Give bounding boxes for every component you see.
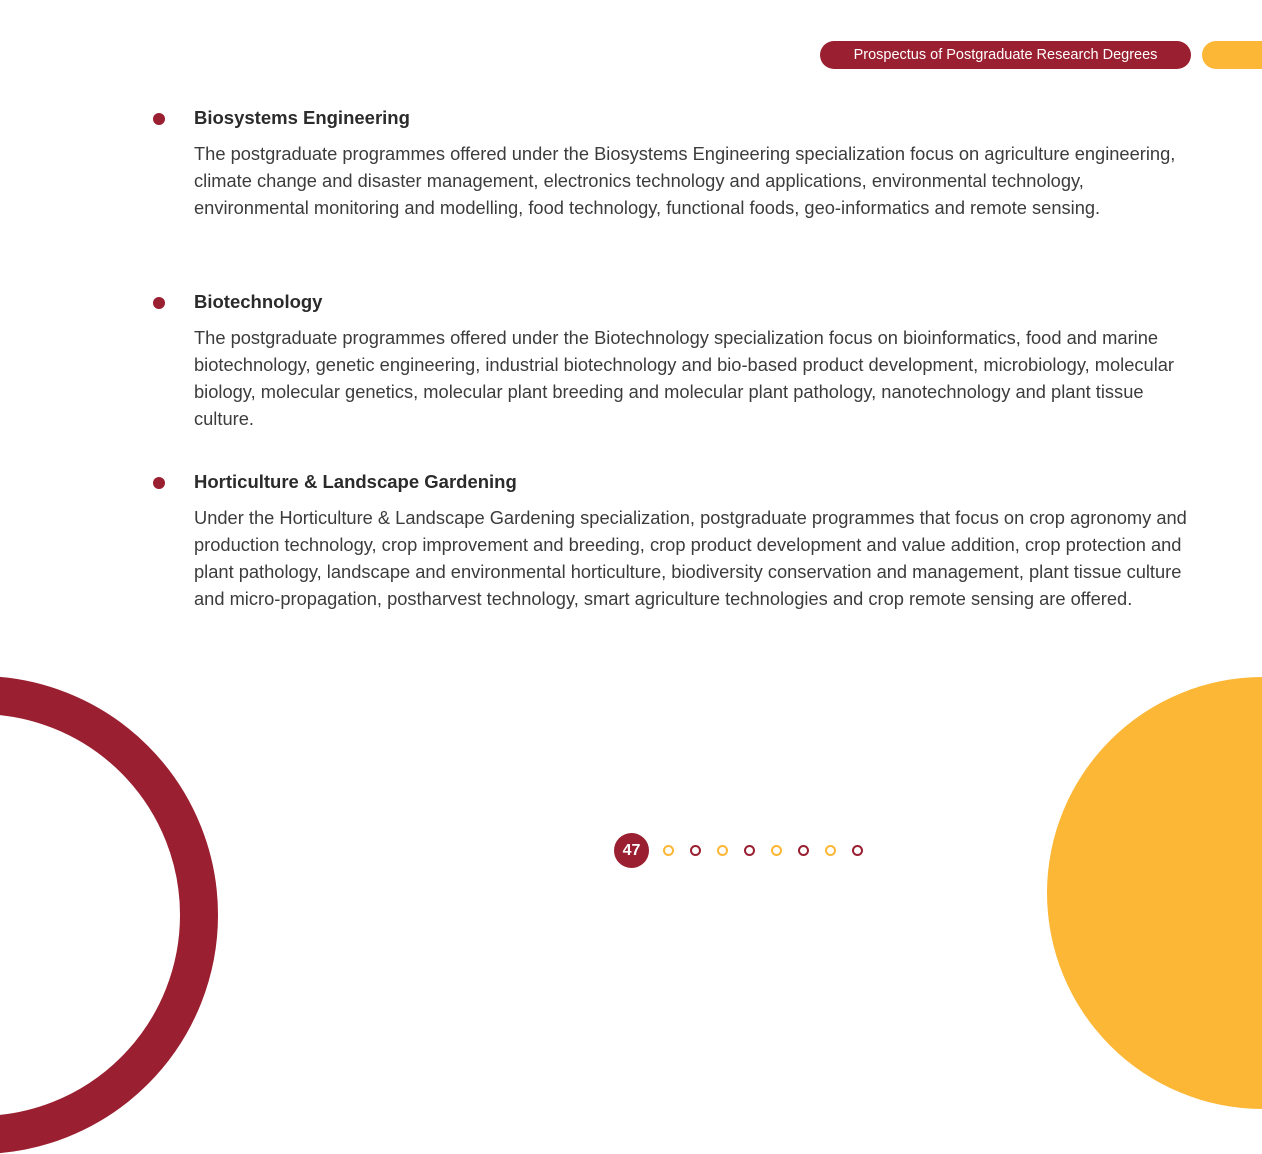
bullet-icon — [153, 113, 165, 125]
header-title: Prospectus of Postgraduate Research Degrees — [853, 47, 1158, 63]
bullet-icon — [153, 477, 165, 489]
page-dot — [744, 845, 755, 856]
section-body: The postgraduate programmes offered under the Biosystems Engineering specialization focus on agriculture engineering, climate change and disaster management, electronics technology and applications, environmental technology, environmental monitoring and modelling, food technology, functional foods, geo-informatics and remote sensing. — [194, 143, 1176, 218]
header-accent-tab — [1202, 41, 1262, 69]
section-title: Horticulture & Landscape Gardening — [194, 471, 517, 492]
section-title: Biosystems Engineering — [194, 107, 410, 128]
bullet-icon — [153, 297, 165, 309]
decorative-red-ring — [0, 676, 218, 1154]
section-body: Under the Horticulture & Landscape Gardening specialization, postgraduate programmes that focus on crop agronomy and production technology, crop improvement and breeding, crop product development and value addition, crop protection and plant pathology, landscape and environmental horticulture, biodiversity conservation and management, plant tissue culture and micro-propagation, postharvest technology, smart agriculture technologies and crop remote sensing are offered. — [194, 507, 1187, 609]
page-dot — [690, 845, 701, 856]
pagination — [614, 832, 879, 868]
page-dot — [663, 845, 674, 856]
section-body: The postgraduate programmes offered under the Biotechnology specialization focus on bioinformatics, food and marine biotechnology, genetic engineering, industrial biotechnology and bio-based product development, microbiology, molecular biology, molecular genetics, molecular plant breeding and molecular plant pathology, nanotechnology and plant tissue culture. — [194, 327, 1175, 429]
page-dot — [717, 845, 728, 856]
page-dot — [771, 845, 782, 856]
page-dot — [825, 845, 836, 856]
section-title: Biotechnology — [194, 291, 323, 312]
page-dot — [852, 845, 863, 856]
page-dot — [798, 845, 809, 856]
decorative-yellow-circle — [1047, 677, 1262, 1109]
header-title-badge — [820, 41, 1191, 69]
page-number: 47 — [614, 833, 649, 868]
